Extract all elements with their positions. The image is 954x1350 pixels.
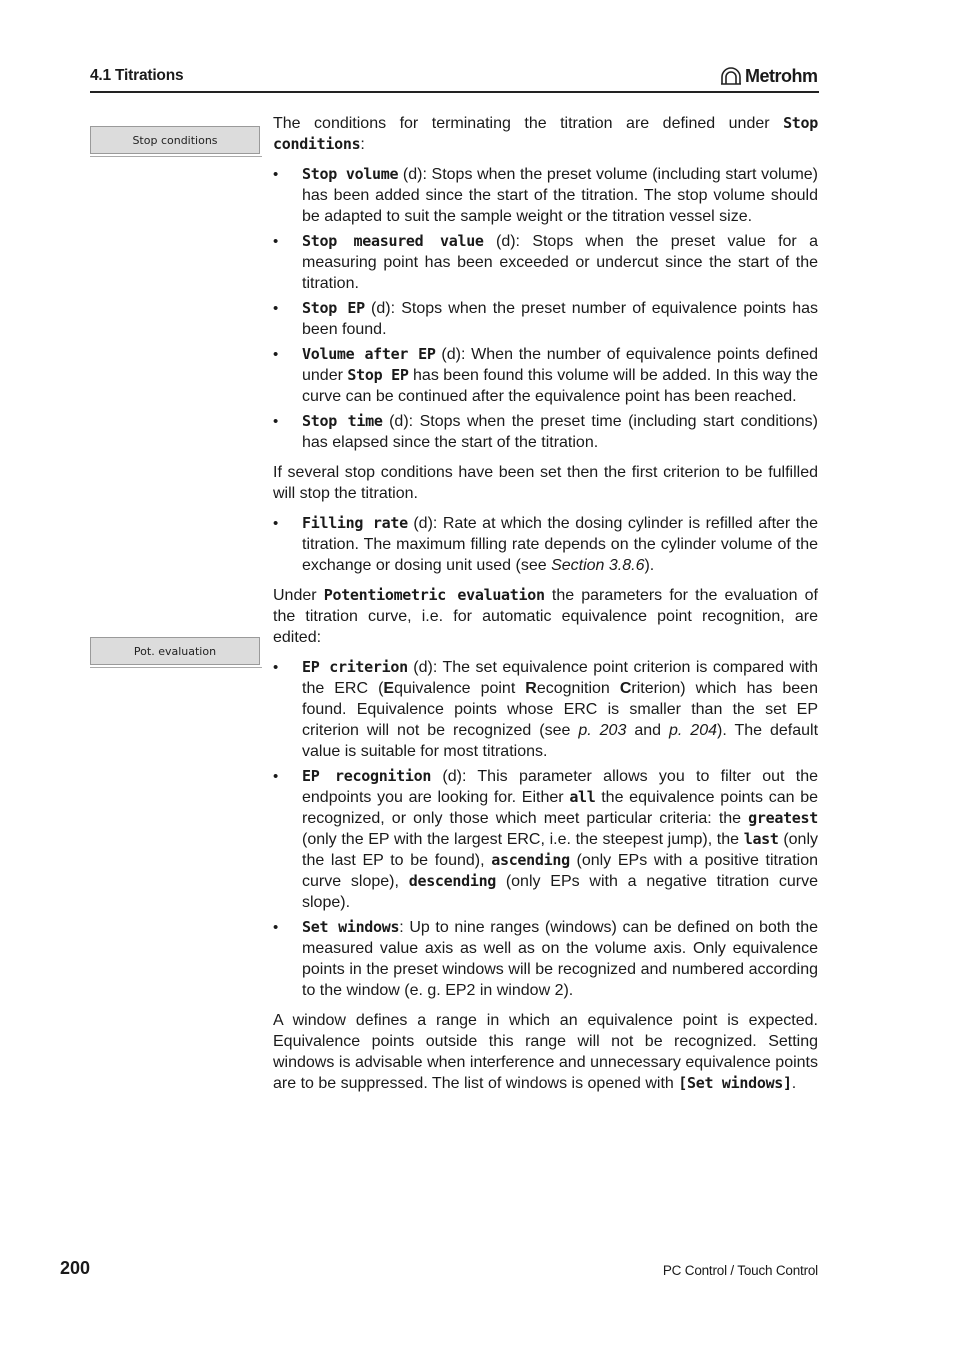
list-item: • Stop time (d): Stops when the preset time (including start conditions) has elapsed since the start of the titration. <box>273 411 818 453</box>
sidebar-divider <box>90 156 262 157</box>
stop-conditions-list <box>273 164 818 453</box>
metrohm-logo-icon <box>720 66 742 86</box>
page-number: 200 <box>60 1258 91 1278</box>
list-item: • EP criterion (d): The set equivalence point criterion is compared with the ERC (Equivalence point Recognition Criterion) which has been found. Equivalence points whose ERC is smaller than the set EP criterion will not be recognized (see p. 203 and p. 204). The default value is suitable for most titrations. <box>273 657 818 762</box>
section-title: 4.1 Titrations <box>90 67 184 84</box>
stop-intro: The conditions for terminating the titration are defined under Stop conditions: <box>273 114 818 153</box>
pot-intro: Under Potentiometric evaluation the parameters for the evaluation of the titration curve, i.e. for automatic equivalence point recognition, are edited: <box>273 586 818 646</box>
footer-title: PC Control / Touch Control <box>662 1263 818 1278</box>
brand-logo <box>720 64 818 88</box>
brand-name: Metrohm <box>745 65 818 86</box>
list-item: • Stop EP (d): Stops when the preset number of equivalence points has been found. <box>273 298 818 340</box>
list-item: • EP recognition (d): This parameter allows you to filter out the endpoints you are looking for. Either all the equivalence points can be recognized, or only those which meet particular criteria: the greatest (only the EP with the largest ERC, i.e. the steepest jump), the last (only the last EP to be found), ascending (only EPs with a positive titration curve slope), descending (only EPs with a negative titration curve slope). <box>273 766 818 913</box>
list-item: • Stop measured value (d): Stops when the preset value for a measuring point has been exceeded or undercut since the start of the titration. <box>273 231 818 294</box>
sidebar-divider <box>90 667 262 668</box>
header-divider <box>90 91 819 93</box>
window-note: A window defines a range in which an equivalence point is expected. Equivalence points outside this range will not be recognized. Setting windows is advisable when interference and unnecessary equivalence points are to be suppressed. The list of windows is opened with [Set windows]. <box>273 1012 818 1092</box>
stop-note: If several stop conditions have been set then the first criterion to be fulfilled will stop the titration. <box>273 464 818 502</box>
stop-conditions-button[interactable]: Stop conditions <box>90 126 260 154</box>
pot-evaluation-list <box>273 657 818 1001</box>
main-content <box>273 113 818 1103</box>
pot-evaluation-button[interactable]: Pot. evaluation <box>90 637 260 665</box>
list-item: • Volume after EP (d): When the number of equivalence points defined under Stop EP has been found this volume will be added. In this way the curve can be continued after the equivalence point has been reached. <box>273 344 818 407</box>
list-item: • Set windows: Up to nine ranges (windows) can be defined on both the measured value axis as well as on the volume axis. Only equivalence points in the preset windows will be recognized and numbered according to the window (e. g. EP2 in window 2). <box>273 917 818 1001</box>
list-item: • Stop volume (d): Stops when the preset volume (including start volume) has been added since the start of the titration. The stop volume should be adapted to suit the sample weight or the titration vessel size. <box>273 164 818 227</box>
list-item: • Filling rate (d): Rate at which the dosing cylinder is refilled after the titration. The maximum filling rate depends on the cylinder volume of the exchange or dosing unit used (see Section 3.8.6). <box>273 513 818 576</box>
filling-rate-list <box>273 513 818 576</box>
